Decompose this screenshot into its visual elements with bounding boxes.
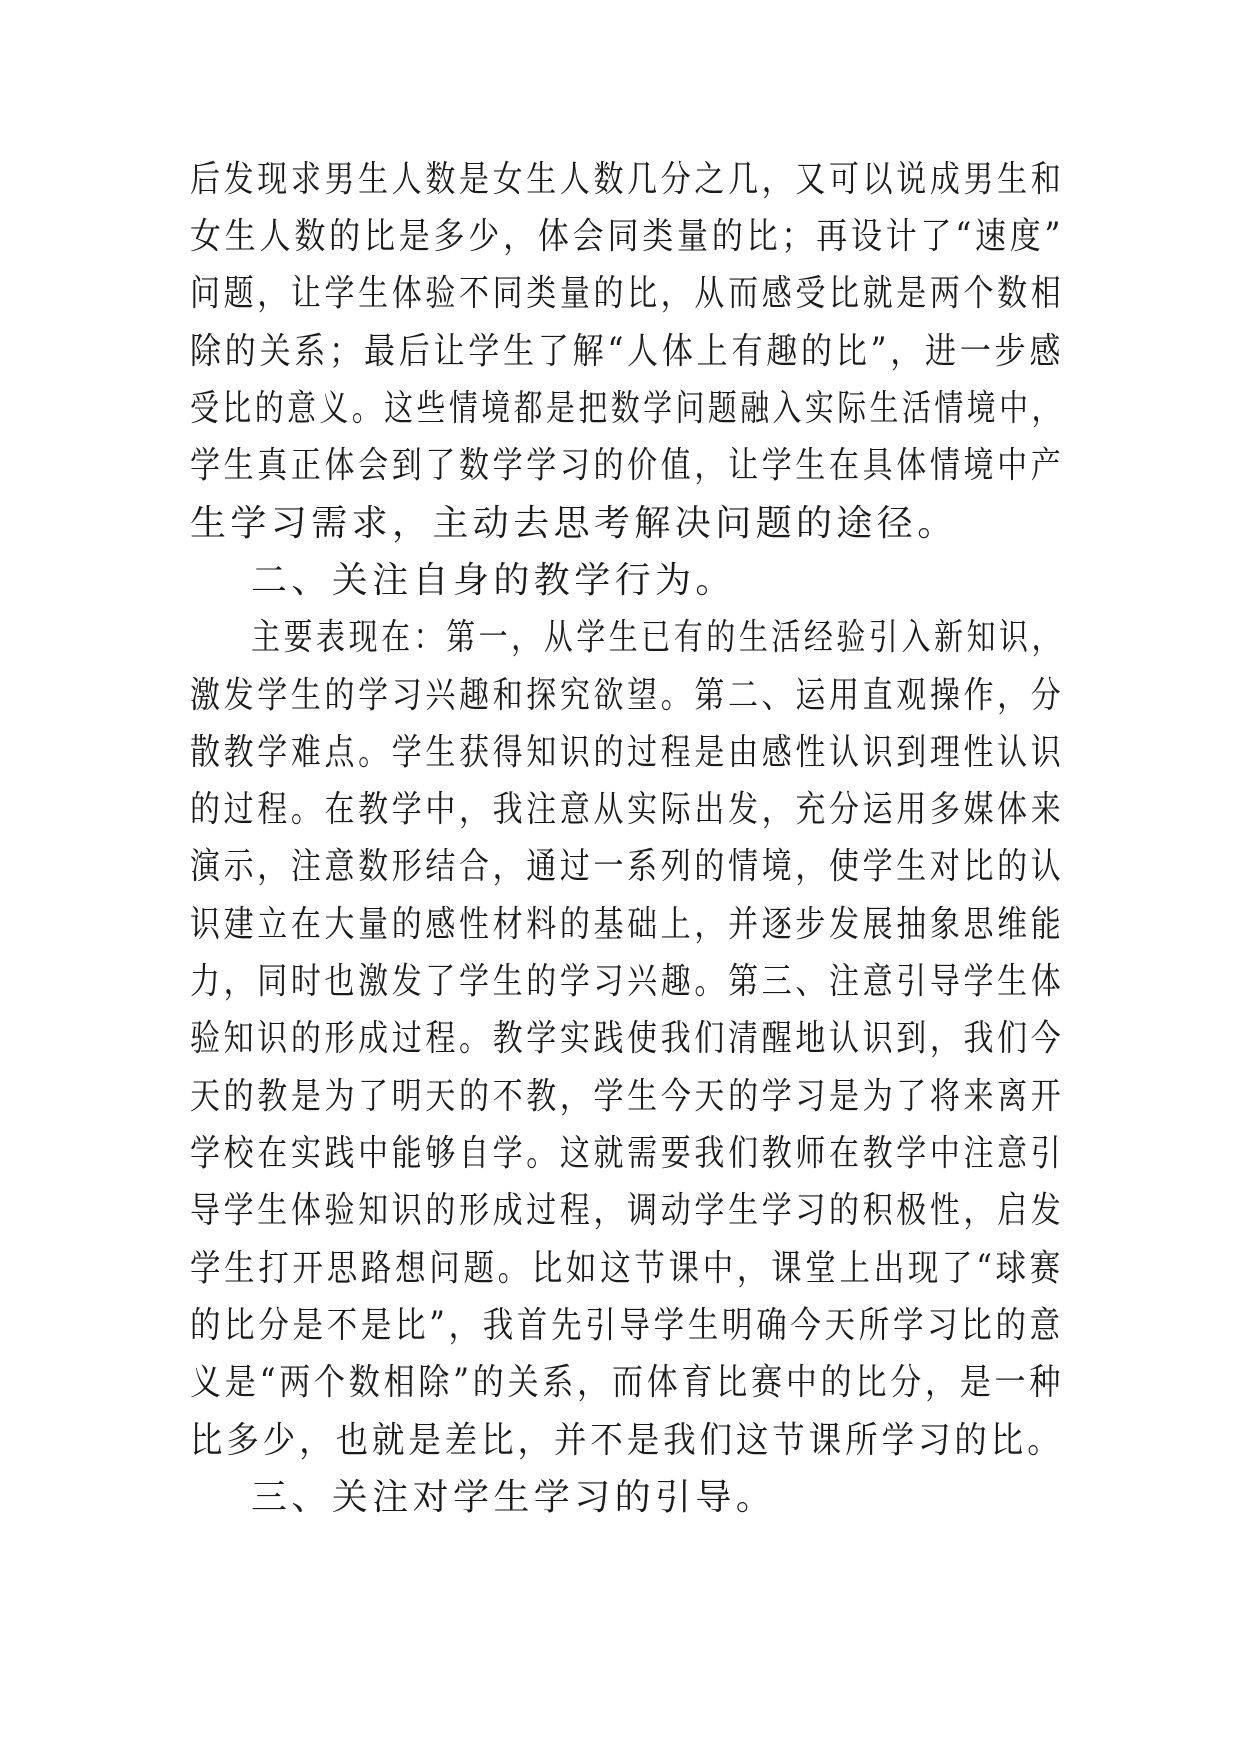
paragraph-line: 义是“两个数相除”的关系，而体育比赛中的比分，是一种 [190, 1362, 1065, 1403]
paragraph-line: 学生真正体会到了数学学习的价值，让学生在具体情境中产 [190, 445, 1065, 486]
paragraph-line: 演示，注意数形结合，通过一系列的情境，使学生对比的认 [190, 846, 1065, 887]
section-heading: 二、关注自身的教学行为。 [251, 560, 736, 601]
paragraph-line: 的比分是不是比”，我首先引导学生明确今天所学习比的意 [190, 1305, 1064, 1346]
paragraph-line: 导学生体验知识的形成过程，调动学生学习的积极性，启发 [190, 1190, 1065, 1231]
paragraph-line: 学校在实践中能够自学。这就需要我们教师在教学中注意引 [190, 1133, 1065, 1174]
paragraph-line: 受比的意义。这些情境都是把数学问题融入实际生活情境中， [190, 388, 1064, 429]
paragraph-line: 识建立在大量的感性材料的基础上，并逐步发展抽象思维能 [190, 904, 1065, 945]
paragraph-line: 力，同时也激发了学生的学习兴趣。第三、注意引导学生体 [190, 961, 1065, 1002]
paragraph-line: 除的关系；最后让学生了解“人体上有趣的比”，进一步感 [190, 331, 1065, 372]
paragraph-line: 散教学难点。学生获得知识的过程是由感性认识到理性认识 [190, 732, 1065, 773]
paragraph-first-line: 主要表现在：第一，从学生已有的生活经验引入新知识， [251, 617, 1065, 658]
paragraph-line: 激发学生的学习兴趣和探究欲望。第二、运用直观操作，分 [190, 675, 1065, 716]
paragraph-line: 后发现求男生人数是女生人数几分之几，又可以说成男生和 [190, 159, 1065, 200]
paragraph-line: 验知识的形成过程。教学实践使我们清醒地认识到，我们今 [190, 1018, 1065, 1059]
paragraph-line: 天的教是为了明天的不教，学生今天的学习是为了将来离开 [190, 1076, 1065, 1117]
section-heading: 三、关注对学生学习的引导。 [251, 1477, 777, 1518]
paragraph-line: 学生打开思路想问题。比如这节课中，课堂上出现了“球赛 [190, 1248, 1064, 1289]
paragraph-line: 女生人数的比是多少，体会同类量的比；再设计了“速度” [190, 216, 1065, 257]
paragraph-line: 问题，让学生体验不同类量的比，从而感受比就是两个数相 [190, 273, 1065, 314]
paragraph-line: 生学习需求，主动去思考解决问题的途径。 [190, 503, 958, 544]
paragraph-line: 的过程。在教学中，我注意从实际出发，充分运用多媒体来 [190, 789, 1065, 830]
paragraph-line: 比多少，也就是差比，并不是我们这节课所学习的比。 [190, 1420, 1064, 1461]
